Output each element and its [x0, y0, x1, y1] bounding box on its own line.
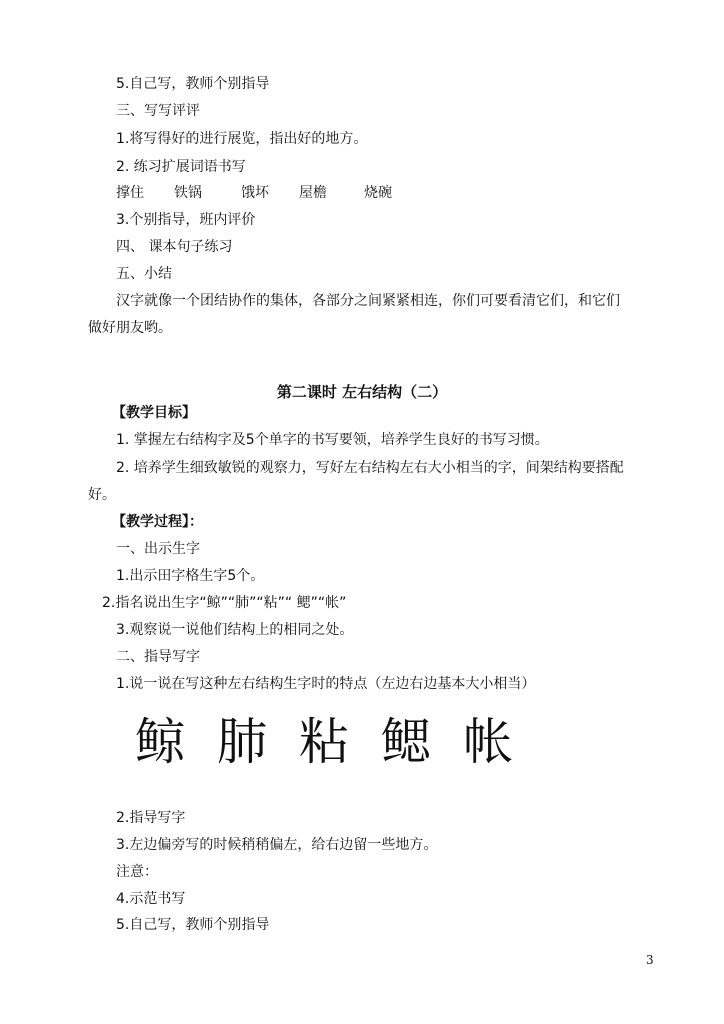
large-character: 鲸 — [135, 713, 185, 771]
process-heading: 【教学过程】： — [112, 514, 203, 530]
summary-paragraph-line-1: 汉字就像一个团结协作的集体，各部分之间紧紧相连，你们可要看清它们，和它们 — [116, 293, 620, 309]
large-character: 鳃 — [381, 713, 431, 771]
large-character: 肺 — [217, 713, 267, 771]
process-note-label: 注意： — [116, 864, 158, 880]
lesson-title: 第二课时 左右结构（二） — [276, 383, 448, 401]
goal-2-line-2: 好。 — [88, 487, 116, 503]
process-step-self-write: 5.自己写，教师个别指导 — [116, 917, 270, 933]
page-number: 3 — [646, 953, 654, 967]
process-show-characters: 一、出示生字 — [116, 541, 200, 557]
goal-2-line-1: 2. 培养学生细致敏锐的观察力，写好左右结构左右大小相当的字，间架结构要搭配 — [116, 460, 624, 476]
step-2-word-practice: 2. 练习扩展词语书写 — [116, 159, 246, 175]
process-step-1: 1.出示田字格生字5个。 — [116, 568, 265, 584]
process-step-2: 2.指名说出生字“鲸”“肺”“粘”“ 鳃”“帐” — [102, 595, 347, 611]
step-3-guidance: 3.个别指导，班内评价 — [116, 212, 256, 228]
process-step-demo: 4.示范书写 — [116, 891, 186, 907]
process-step-feature: 1.说一说在写这种左右结构生字时的特点（左边右边基本大小相当） — [116, 676, 536, 692]
process-step-guide: 2.指导写字 — [116, 810, 186, 826]
heading-summary: 五、小结 — [116, 266, 172, 282]
heading-sentence-practice: 四、 课本句子练习 — [116, 239, 233, 255]
practice-words-row — [116, 183, 392, 203]
practice-word: 撑住 — [116, 185, 144, 201]
practice-word: 饿坏 — [241, 185, 269, 201]
practice-word: 铁锅 — [174, 185, 202, 201]
process-guide-writing: 二、指导写字 — [116, 649, 200, 665]
process-step-left-radical: 3.左边偏旁写的时候稍稍偏左，给右边留一些地方。 — [116, 837, 438, 853]
summary-paragraph-line-2: 做好朋友哟。 — [88, 320, 172, 336]
large-characters-row — [135, 712, 545, 772]
goal-1: 1. 掌握左右结构字及5个单字的书写要领，培养学生良好的书写习惯。 — [116, 432, 549, 448]
large-character: 粘 — [299, 713, 349, 771]
goals-heading: 【教学目标】 — [112, 405, 196, 421]
practice-word: 烧碗 — [364, 185, 392, 201]
large-character: 帐 — [463, 713, 513, 771]
heading-write-evaluate: 三、写写评评 — [116, 103, 200, 119]
step-5-self-write: 5.自己写，教师个别指导 — [116, 76, 270, 92]
step-1-exhibition: 1.将写得好的进行展览，指出好的地方。 — [116, 131, 368, 147]
practice-word: 屋檐 — [299, 185, 327, 201]
process-step-3: 3.观察说一说他们结构上的相同之处。 — [116, 622, 354, 638]
